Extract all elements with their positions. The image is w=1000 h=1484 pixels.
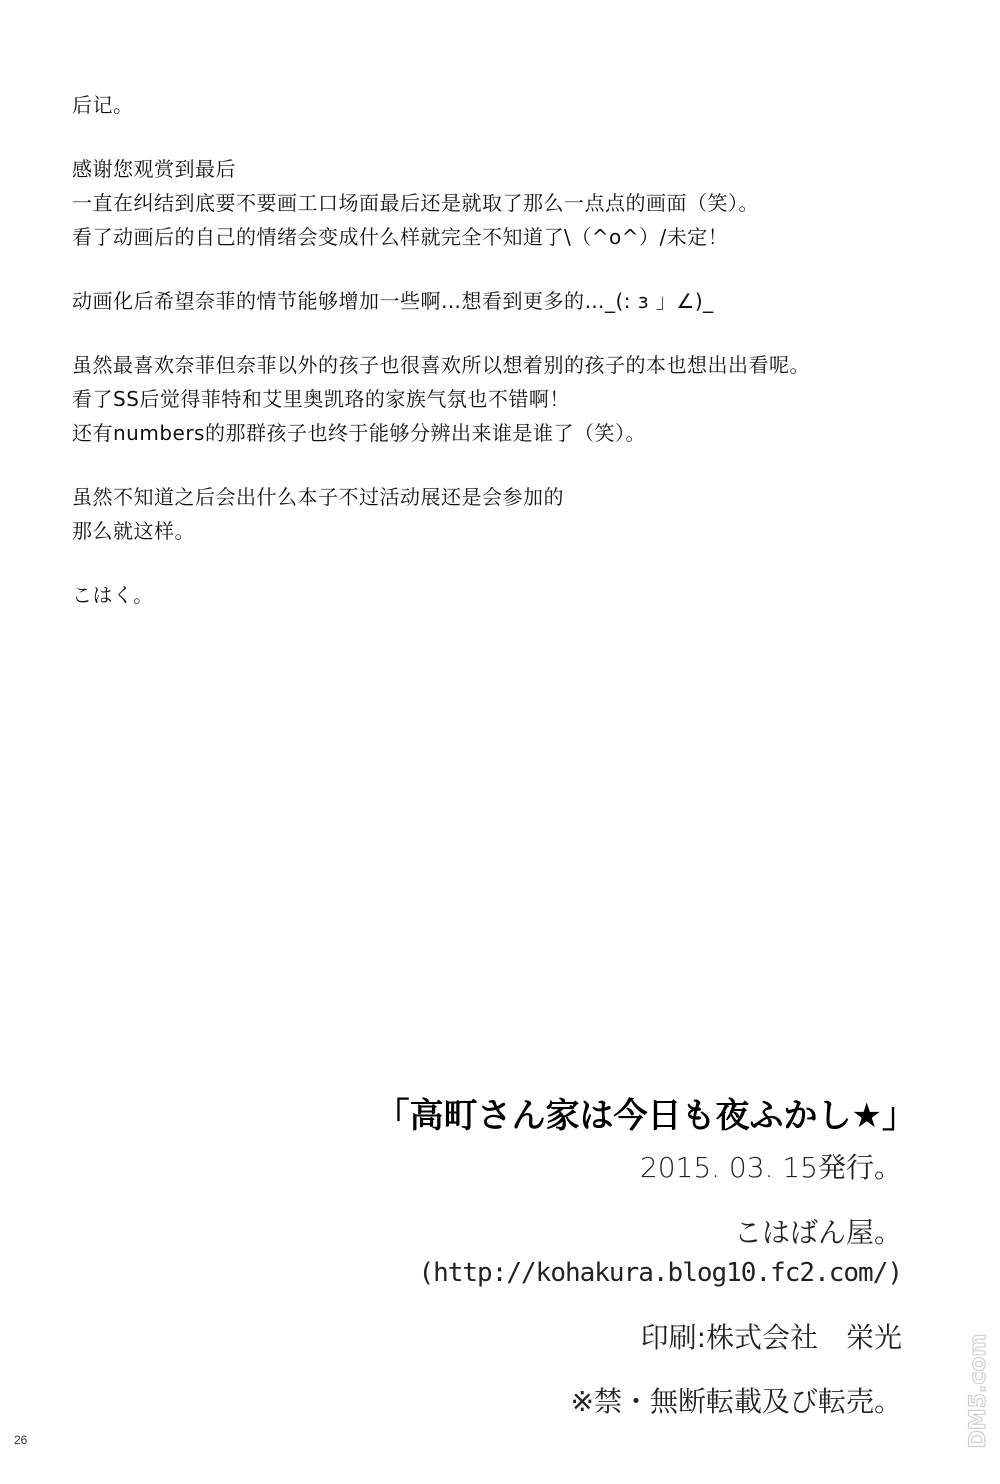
book-title: 「高町さん家は今日も夜ふかし★」 xyxy=(375,1096,916,1136)
afterword-line: 虽然最喜欢奈菲但奈菲以外的孩子也很喜欢所以想着别的孩子的本也想出出看呢。 xyxy=(72,353,810,377)
afterword-line: 还有numbers的那群孩子也终于能够分辨出来谁是谁了（笑）。 xyxy=(72,421,646,445)
svg-text:DM5.com: DM5.com xyxy=(966,1333,991,1449)
afterword-line: 看了SS后觉得菲特和艾里奥凯珞的家族气氛也不错啊！ xyxy=(72,387,570,411)
copyright-notice: ※禁・無断転載及び転売。 xyxy=(570,1385,902,1418)
afterword-signature: こはく。 xyxy=(72,583,154,607)
afterword-line: 虽然不知道之后会出什么本子不过活动展还是会参加的 xyxy=(72,485,564,509)
afterword-line: 动画化后希望奈菲的情节能够增加一些啊…想看到更多的…_(: з 」∠)_ xyxy=(72,289,714,313)
page-number: 26 xyxy=(14,1433,28,1447)
circle-name: こはばん屋。 xyxy=(733,1216,902,1249)
afterword-line: 一直在纠结到底要不要画工口场面最后还是就取了那么一点点的画面（笑）。 xyxy=(72,191,759,215)
afterword-heading: 后记。 xyxy=(72,93,134,117)
printer-credit: 印刷:株式会社 栄光 xyxy=(640,1321,902,1354)
circle-url: (http://kohakura.blog10.fc2.com/) xyxy=(418,1258,902,1288)
watermark-logo xyxy=(962,1316,996,1466)
afterword-line: 那么就这样。 xyxy=(72,519,195,543)
afterword-line: 看了动画后的自己的情绪会变成什么样就完全不知道了\（^o^）/未定！ xyxy=(72,225,729,249)
colophon xyxy=(375,1090,916,1424)
afterword xyxy=(72,88,952,612)
publication-date: 2015. 03. 15発行。 xyxy=(639,1151,902,1184)
afterword-line: 感谢您观赏到最后 xyxy=(72,157,236,181)
